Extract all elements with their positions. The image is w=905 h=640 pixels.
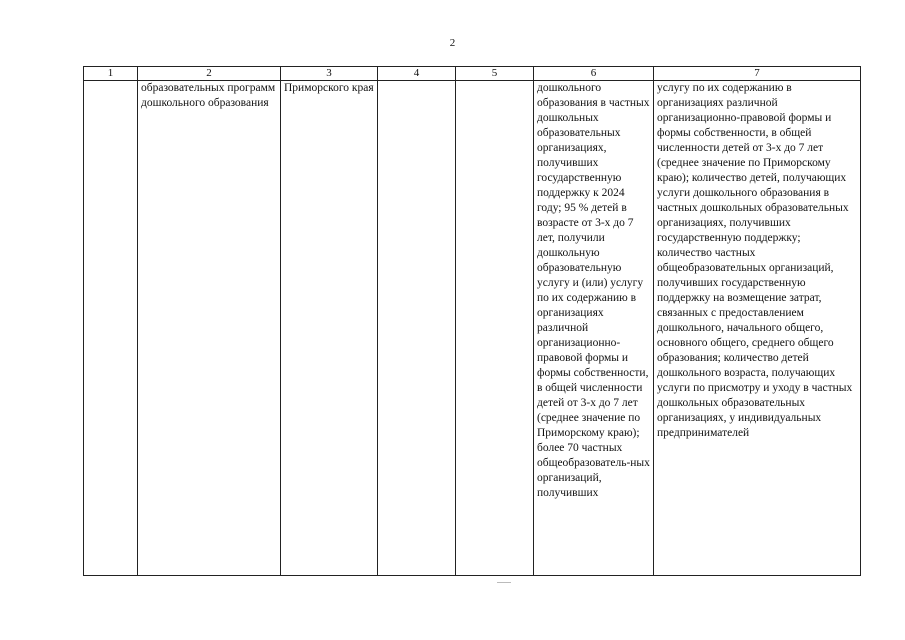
cell-program-name: образовательных программ дошкольного образования (138, 81, 281, 576)
column-header-1: 1 (84, 67, 138, 81)
column-header-2: 2 (138, 67, 281, 81)
page-number: 2 (449, 37, 456, 49)
column-header-7: 7 (654, 67, 861, 81)
cell-region: Приморского края (281, 81, 378, 576)
scan-mark (497, 582, 511, 583)
cell-results: дошкольного образования в частных дошкольных образовательных организациях, получивших государственную поддержку к 2024 году; 95 % детей в возрасте от 3-х до 7 лет, получили дошкольную образовательную услугу и (или) услугу по их содержанию в организациях различной организационно-правовой формы и формы собственности, в общей численности детей от 3-х до 7 лет (среднее значение по Приморскому краю); более 70 частных общеобразователь-ных организаций, получивших (534, 81, 654, 576)
cell-col4 (378, 81, 456, 576)
program-table (83, 66, 861, 576)
column-header-4: 4 (378, 67, 456, 81)
column-header-5: 5 (456, 67, 534, 81)
cell-indicators: услугу по их содержанию в организациях различной организационно-правовой формы и формы собственности, в общей численности детей от 3-х до 7 лет (среднее значение по Приморскому краю); количество детей, получающих услуги дошкольного образования в частных дошкольных образовательных организациях, получивших государственную поддержку; количество частных общеобразовательных организаций, получивших государственную поддержку на возмещение затрат, связанных с предоставлением дошкольного, начального общего, основного общего, среднего общего образования; количество детей дошкольного возраста, получающих услуги по присмотру и уходу в частных дошкольных образовательных организациях, у индивидуальных предпринимателей (654, 81, 861, 576)
column-header-6: 6 (534, 67, 654, 81)
table-row (84, 81, 861, 576)
column-header-3: 3 (281, 67, 378, 81)
header-row (84, 67, 861, 81)
cell-number (84, 81, 138, 576)
cell-col5 (456, 81, 534, 576)
